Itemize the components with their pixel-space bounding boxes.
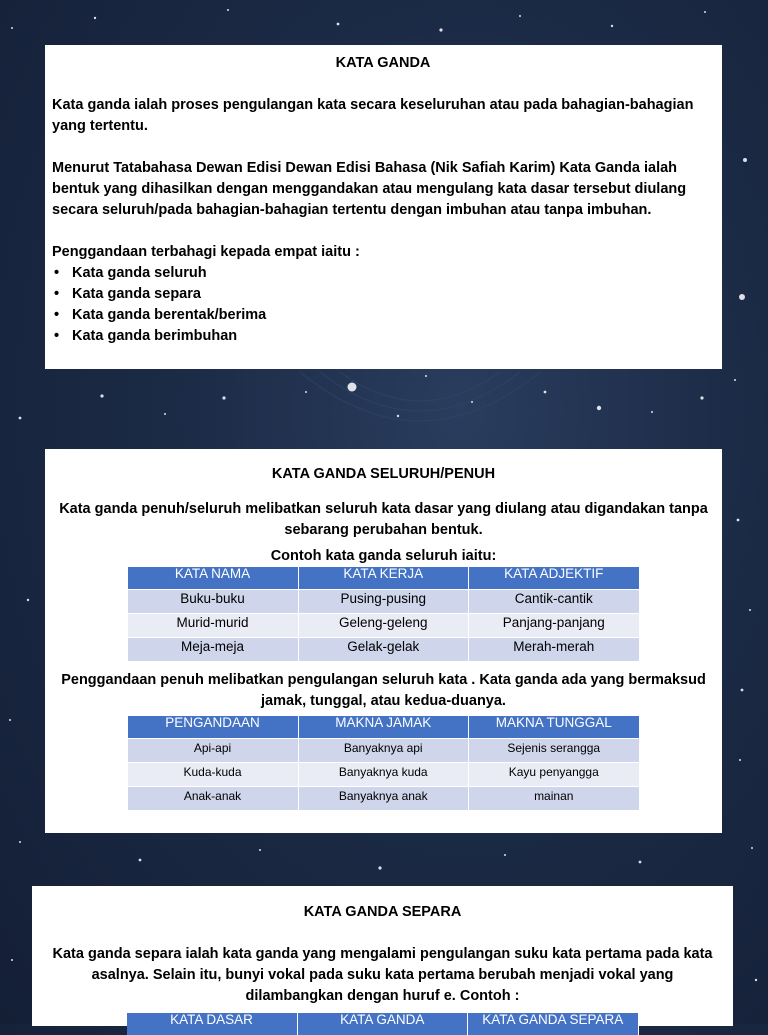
example-table: [128, 567, 640, 661]
table-header: MAKNA TUNGGAL: [469, 716, 640, 739]
table-cell: Geleng-geleng: [298, 614, 469, 638]
table-header: KATA NAMA: [128, 567, 299, 590]
meaning-table: [128, 716, 640, 810]
list-item: • Kata ganda berimbuhan: [52, 326, 714, 347]
list-intro: Penggandaan terbahagi kepada empat iaitu :: [52, 244, 360, 260]
table-row: [128, 614, 640, 638]
kata-ganda-separa-card: [32, 886, 733, 1026]
tatabahasa-paragraph: Menurut Tatabahasa Dewan Edisi Dewan Edisi Bahasa (Nik Safiah Karim) Kata Ganda ialah bentuk yang dihasilkan dengan menggandakan atau mengulang kata dasar tersebut diulang secara seluruh/pada bahagian-bahagian tertentu dengan imbuhan atau tanpa imbuhan.: [52, 160, 687, 218]
table-cell: Kuda-kuda: [128, 763, 299, 787]
penggandaan-paragraph: Penggandaan penuh melibatkan pengulangan seluruh kata . Kata ganda ada yang bermaksud jamak, tunggal, atau kedua-duanya.: [61, 672, 706, 709]
table-cell: Banyaknya anak: [298, 787, 469, 811]
table-cell: Murid-murid: [128, 614, 299, 638]
table-row: [128, 590, 640, 614]
separa-table: [127, 1013, 639, 1035]
definition-paragraph: Kata ganda penuh/seluruh melibatkan seluruh kata dasar yang diulang atau digandakan tanpa sebarang perubahan bentuk.: [59, 501, 708, 538]
list-item: • Kata ganda separa: [52, 284, 714, 305]
table-header: PENGANDAAN: [128, 716, 299, 739]
table-cell: Banyaknya kuda: [298, 763, 469, 787]
table-cell: Merah-merah: [469, 638, 640, 662]
table-cell: Panjang-panjang: [469, 614, 640, 638]
table-cell: Pusing-pusing: [298, 590, 469, 614]
table-row: [128, 787, 640, 811]
table-header: KATA GANDA SEPARA: [468, 1013, 639, 1035]
table-row: [128, 638, 640, 662]
table-header: KATA ADJEKTIF: [469, 567, 640, 590]
table-row: [128, 739, 640, 763]
example-intro: Contoh kata ganda seluruh iaitu:: [270, 548, 497, 564]
table-row: [128, 763, 640, 787]
kata-ganda-card: [45, 45, 722, 369]
table-cell: Cantik-cantik: [469, 590, 640, 614]
table-cell: mainan: [469, 787, 640, 811]
card-title: KATA GANDA SELURUH/PENUH: [271, 466, 496, 482]
list-item: • Kata ganda berentak/berima: [52, 305, 714, 326]
table-cell: Gelak-gelak: [298, 638, 469, 662]
table-cell: Buku-buku: [128, 590, 299, 614]
table-cell: Banyaknya api: [298, 739, 469, 763]
table-cell: Sejenis serangga: [469, 739, 640, 763]
table-header: KATA GANDA: [297, 1013, 468, 1035]
card-title: KATA GANDA: [335, 55, 431, 71]
table-cell: Meja-meja: [128, 638, 299, 662]
definition-paragraph: Kata ganda separa ialah kata ganda yang mengalami pengulangan suku kata pertama pada kata asalnya. Selain itu, bunyi vokal pada suku kata pertama berubah menjadi vokal yang dilambangkan dengan huruf e. Contoh :: [52, 946, 713, 1004]
definition-paragraph: Kata ganda ialah proses pengulangan kata secara keseluruhan atau pada bahagian-bahagian yang tertentu.: [52, 97, 694, 134]
table-cell: Api-api: [128, 739, 299, 763]
types-list: [52, 263, 714, 347]
table-header: KATA KERJA: [298, 567, 469, 590]
table-cell: Anak-anak: [128, 787, 299, 811]
table-cell: Kayu penyangga: [469, 763, 640, 787]
table-header: MAKNA JAMAK: [298, 716, 469, 739]
list-item: • Kata ganda seluruh: [52, 263, 714, 284]
card-title: KATA GANDA SEPARA: [303, 904, 462, 920]
kata-ganda-seluruh-card: [45, 449, 722, 833]
table-header: KATA DASAR: [127, 1013, 298, 1035]
